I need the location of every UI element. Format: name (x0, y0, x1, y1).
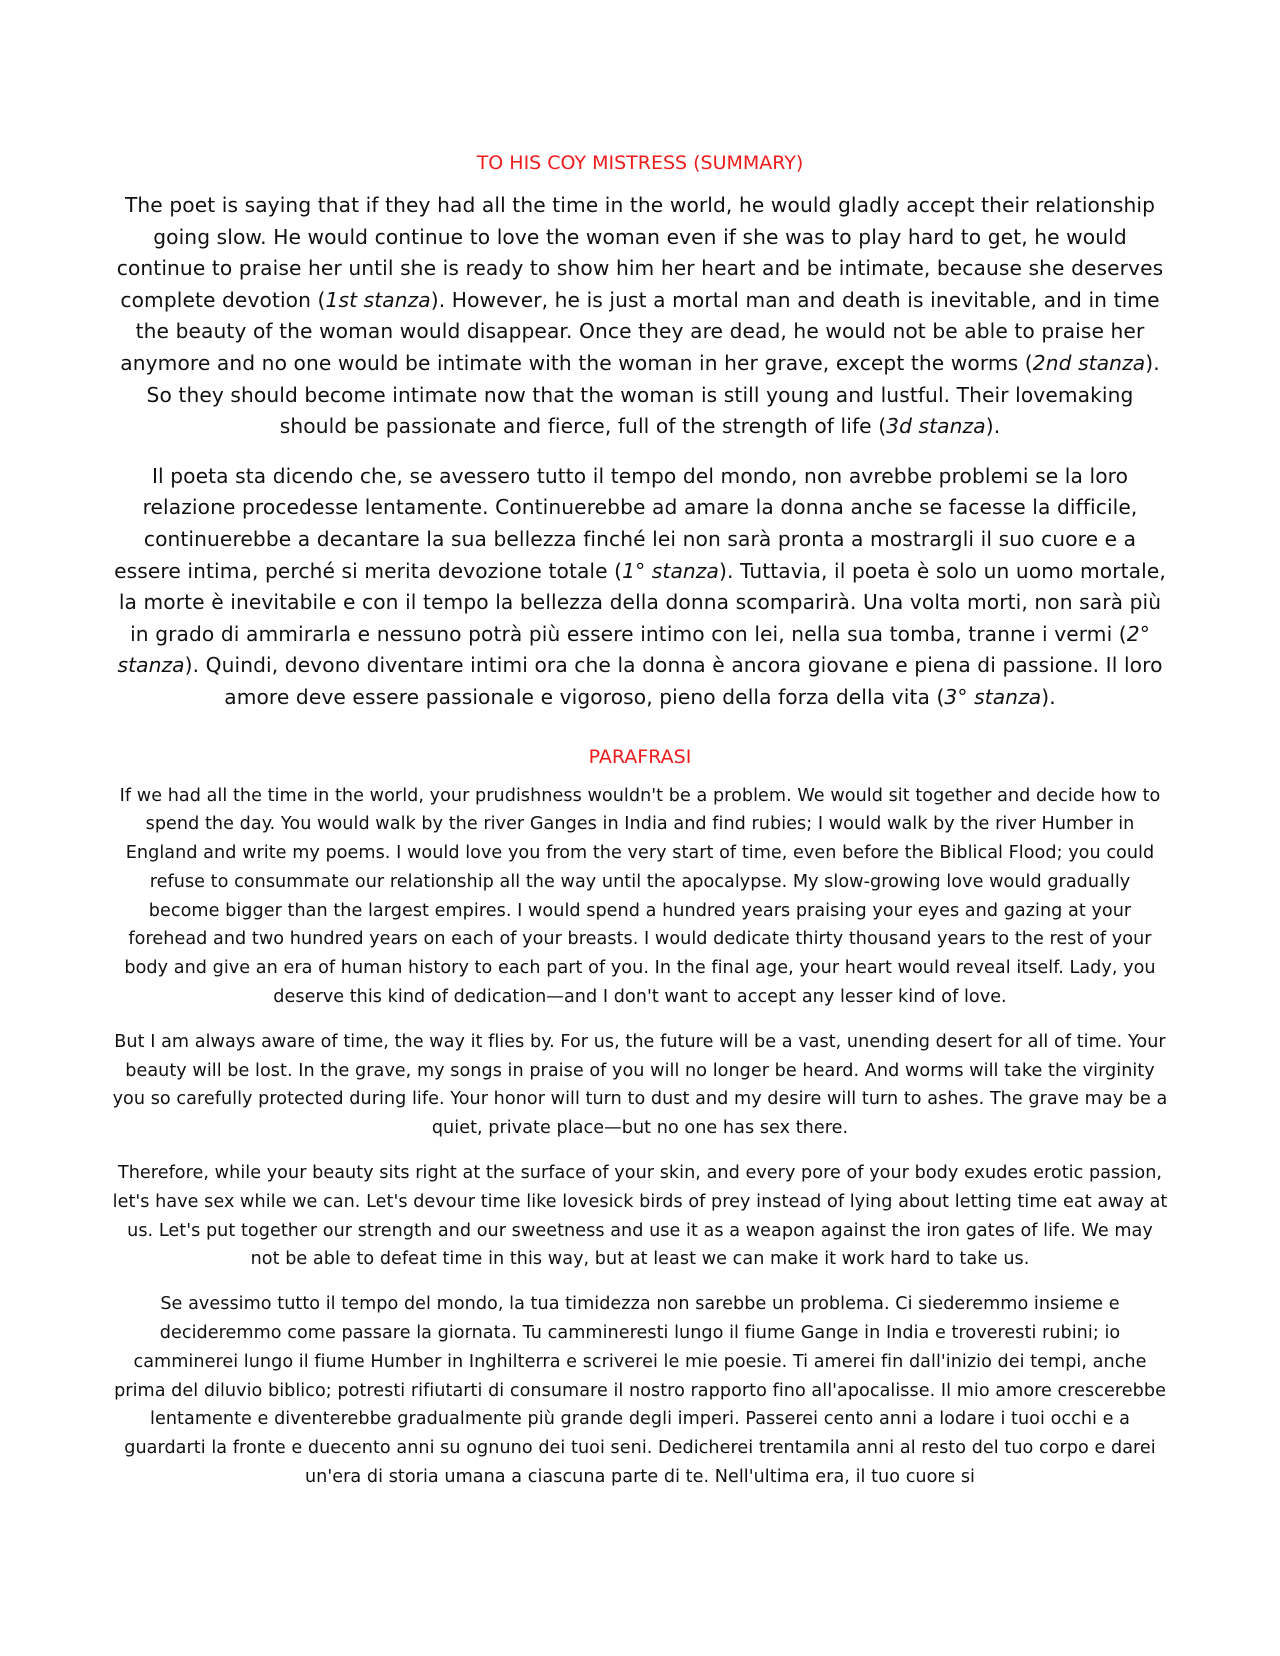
document-page (112, 150, 1168, 1508)
summary-english-paragraph: The poet is saying that if they had all the time in the world, he would gladly accept their relationship going slow. He would continue to love the woman even if she was to play hard to get, he would continue to praise her until she is ready to show him her heart and be intimate, because she deserves complete devotion (1st stanza). However, he is just a mortal man and death is inevitable, and in time the beauty of the woman would disappear. Once they are dead, he would not be able to praise her anymore and no one would be intimate with the woman in her grave, except the worms (2nd stanza). So they should become intimate now that the woman is still young and lustful. Their lovemaking should be passionate and fierce, full of the strength of life (3d stanza). (116, 193, 1164, 439)
summary-italian-paragraph: Il poeta sta dicendo che, se avessero tutto il tempo del mondo, non avrebbe problemi se la loro relazione procedesse lentamente. Continuerebbe ad amare la donna anche se facesse la difficile, continuerebbe a decantare la sua bellezza finché lei non sarà pronta a mostrargli il suo cuore e a essere intima, perché si merita devozione totale (1° stanza). Tuttavia, il poeta è solo un uomo mortale, la morte è inevitabile e con il tempo la bellezza della donna scomparirà. Una volta morti, non sarà più in grado di ammirarla e nessuno potrà più essere intimo con lei, nella sua tomba, tranne i vermi (2° stanza). Quindi, devono diventare intimi ora che la donna è ancora giovane e piena di passione. Il loro amore deve essere passionale e vigoroso, pieno della forza della vita (3° stanza). (114, 463, 1166, 709)
stanza-ref: 2° stanza (117, 621, 1150, 678)
paraphrase-english-paragraph: Therefore, while your beauty sits right at the surface of your skin, and every pore of your body exudes erotic passion, let's have sex while we can. Let's devour time like lovesick birds of prey instead of lying about letting time eat away at us. Let's put together our strength and our sweetness and use it as a weapon against the iron gates of life. We may not be able to defeat time in this way, but at least we can make it work hard to take us. (112, 1163, 1168, 1270)
stanza-ref: 3d stanza (886, 414, 986, 439)
paraphrase-heading: PARAFRASI (588, 745, 692, 768)
stanza-ref: 1st stanza (325, 287, 431, 312)
paraphrase-english-paragraph: If we had all the time in the world, your prudishness wouldn't be a problem. We would sit together and decide how to spend the day. You would walk by the river Ganges in India and find rubies; I would walk by the river Humber in England and write my poems. I would love you from the very start of time, even before the Biblical Flood; you could refuse to consummate our relationship all the way until the apocalypse. My slow-growing love would gradually become bigger than the largest empires. I would spend a hundred years praising your eyes and gazing at your forehead and two hundred years on each of your breasts. I would dedicate thirty thousand years to the rest of your body and give an era of human history to each part of you. In the final age, your heart would reveal itself. Lady, you deserve this kind of dedication—and I don't want to accept any lesser kind of love. (119, 785, 1161, 1008)
paraphrase-italian-paragraph: Se avessimo tutto il tempo del mondo, la tua timidezza non sarebbe un problema. Ci siederemmo insieme e decideremmo come passare la giornata. Tu cammineresti lungo il fiume Gange in India e troveresti rubini; io camminerei lungo il fiume Humber in Inghilterra e scriverei le mie poesie. Ti amerei fin dall'inizio dei tempi, anche prima del diluvio biblico; potresti rifiutarti di consumare il nostro rapporto fino all'apocalisse. Il mio amore crescerebbe lentamente e diventerebbe gradualmente più grande degli imperi. Passerei cento anni a lodare i tuoi occhi e a guardarti la fronte e duecento anni su ognuno dei tuoi seni. Dedicherei trentamila anni al resto del tuo corpo e darei un'era di storia umana a ciascuna parte di te. Nell'ultima era, il tuo cuore si (114, 1294, 1166, 1488)
stanza-ref: 3° stanza (944, 684, 1042, 709)
stanza-ref: 2nd stanza (1032, 350, 1146, 375)
stanza-ref: 1° stanza (622, 558, 719, 583)
summary-heading: TO HIS COY MISTRESS (SUMMARY) (476, 152, 804, 174)
paraphrase-english-paragraph: But I am always aware of time, the way it flies by. For us, the future will be a vast, unending desert for all of time. Your beauty will be lost. In the grave, my songs in praise of you will no longer be heard. And worms will take the virginity you so carefully protected during life. Your honor will turn to dust and my desire will turn to ashes. The grave may be a quiet, private place—but no one has sex there. (112, 1031, 1168, 1139)
